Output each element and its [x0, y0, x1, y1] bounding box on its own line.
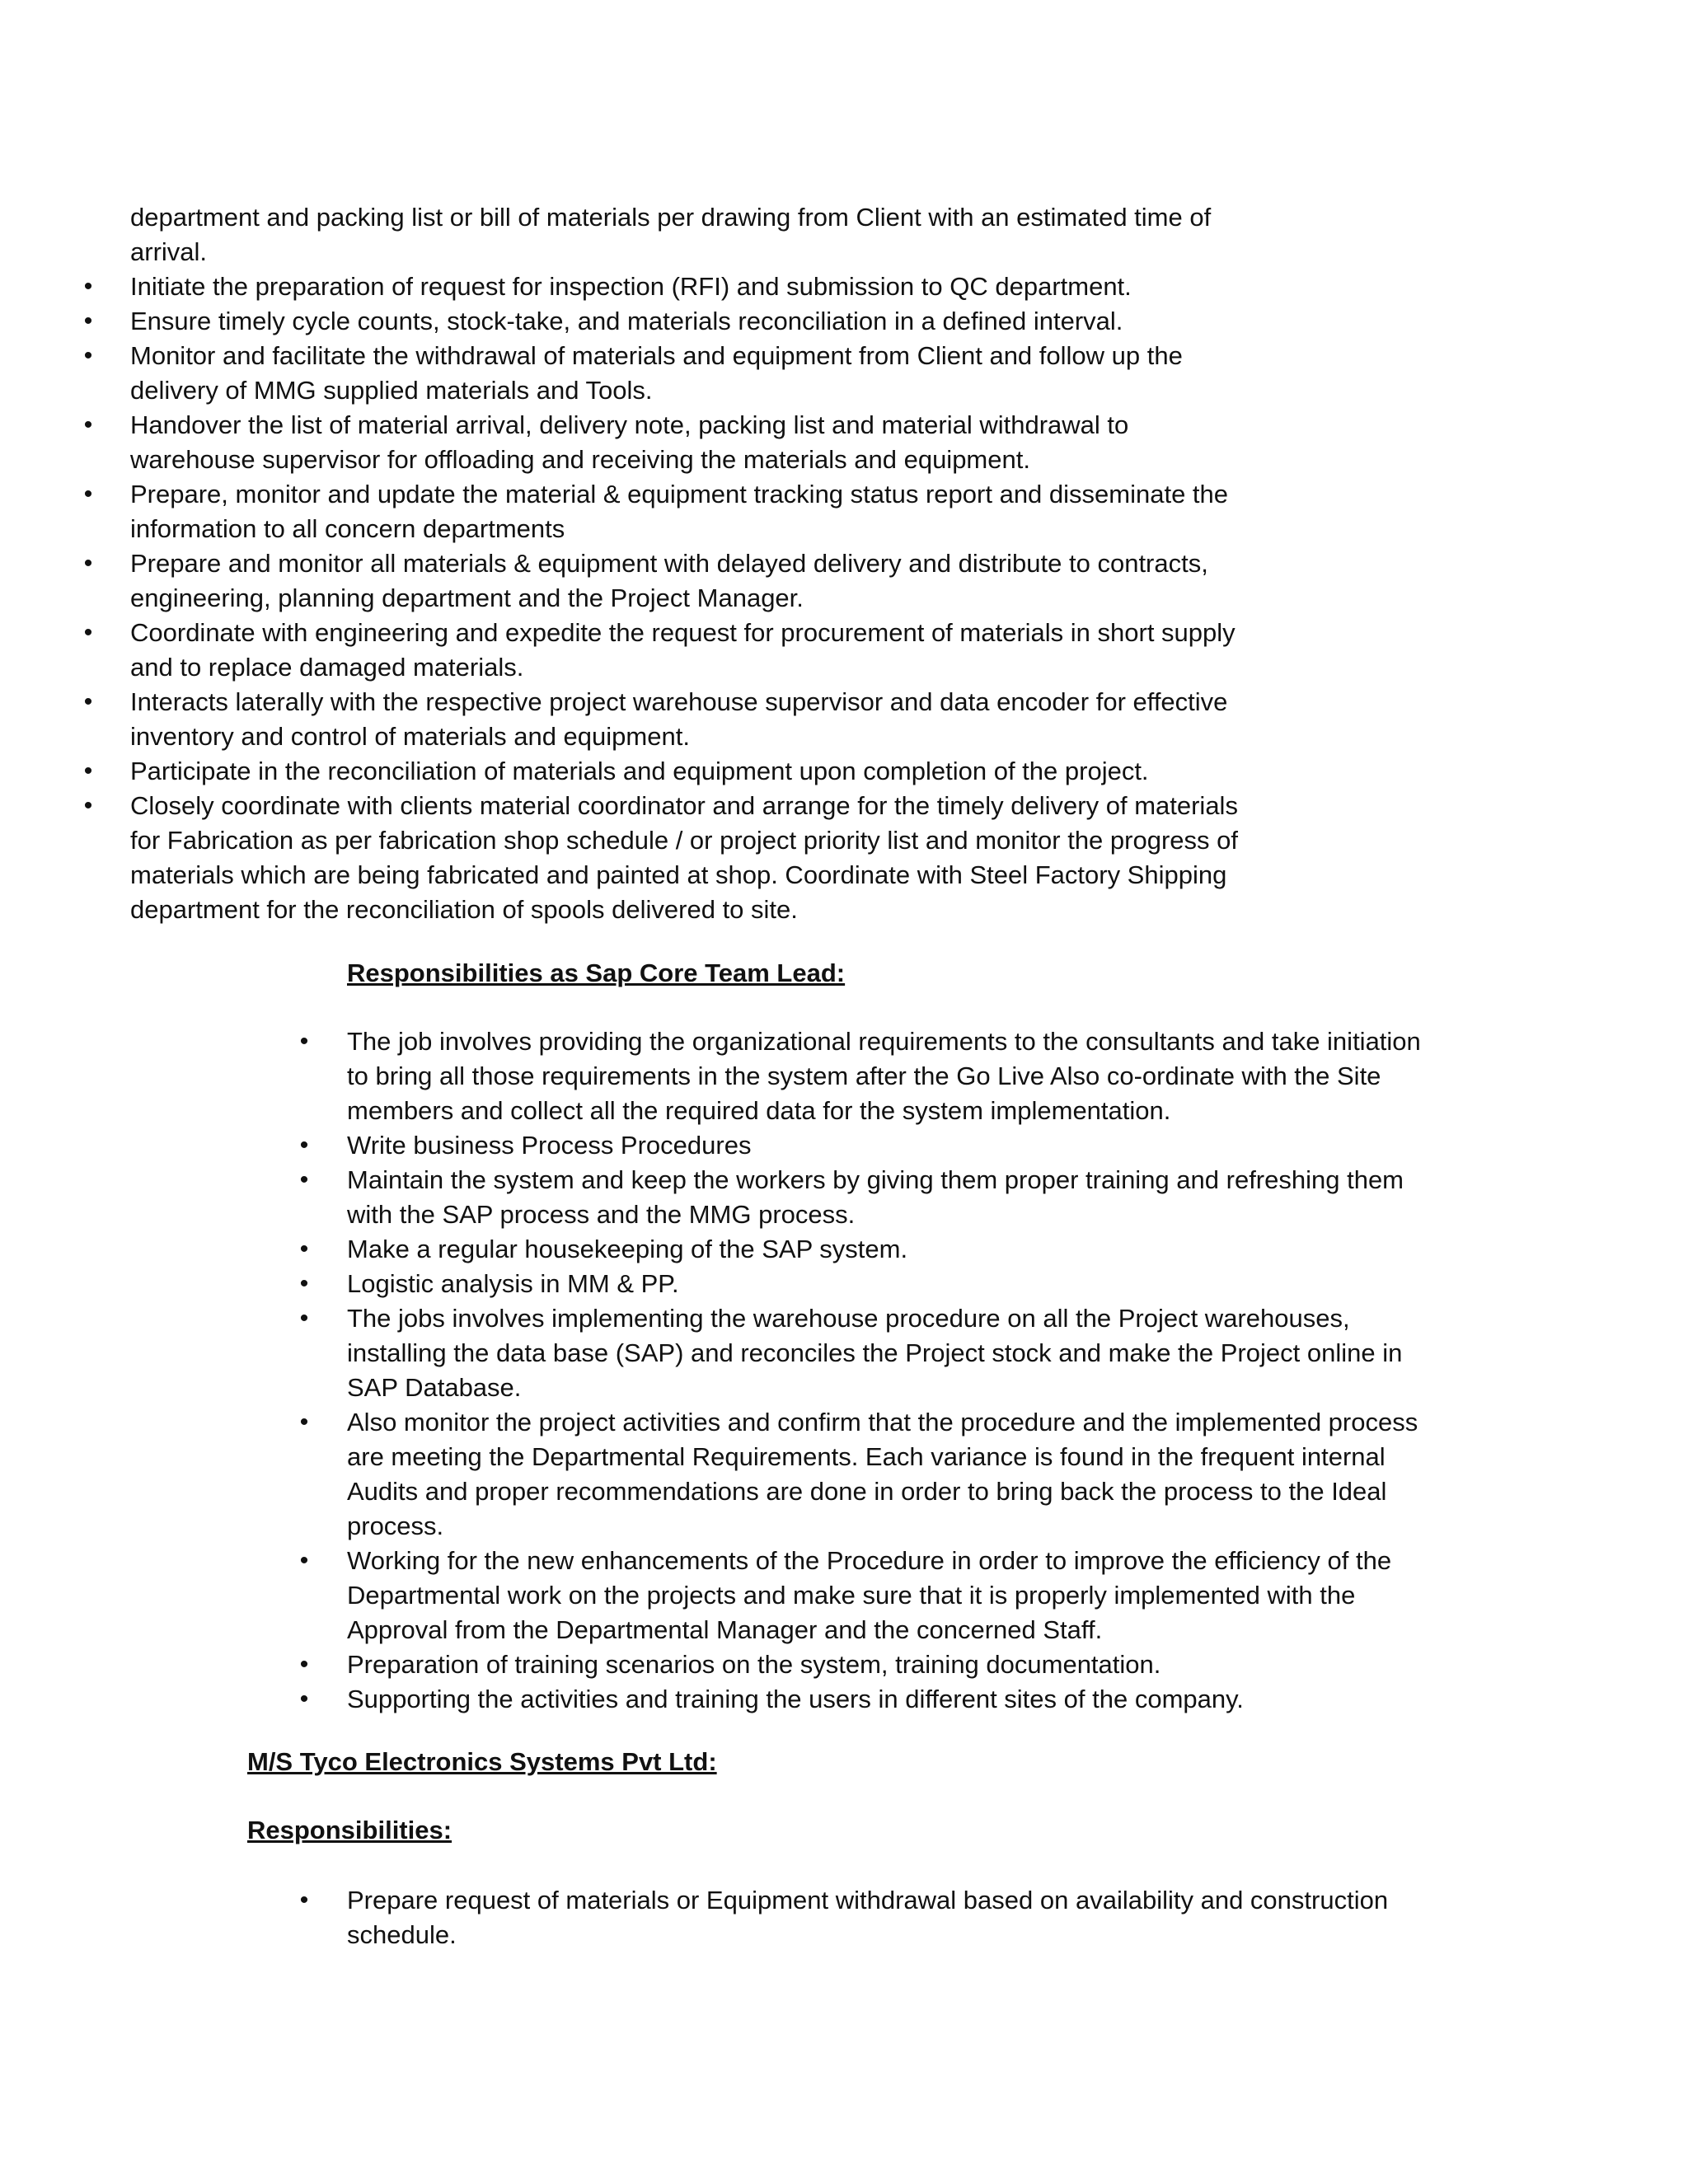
list-item	[0, 269, 1259, 304]
list-item	[0, 1682, 1442, 1717]
list-item-text: Closely coordinate with clients material coordinator and arrange for the timely delivery of materials for Fabrication as per fabrication shop schedule / or project priority list and monitor the progress of materials which are being fabricated and painted at shop. Coordinate with Steel Factory Shipping department for the reconciliation of spools delivered to site.	[130, 791, 1238, 924]
list-item	[0, 616, 1259, 685]
list-item-text: Ensure timely cycle counts, stock-take, and materials reconciliation in a defined interval.	[130, 307, 1123, 335]
list-item-text: Prepare, monitor and update the material & equipment tracking status report and disseminate the information to all concern departments	[130, 480, 1229, 543]
bullet-icon: •	[299, 1235, 309, 1263]
responsibilities-heading: Responsibilities:	[247, 1816, 452, 1844]
list-item	[0, 408, 1259, 477]
bullet-icon: •	[83, 342, 93, 369]
bullet-icon: •	[83, 550, 93, 577]
list-item-text: Prepare and monitor all materials & equipment with delayed delivery and distribute to contracts, engineering, planning department and the Project Manager.	[130, 549, 1208, 612]
bullet-icon: •	[83, 688, 93, 715]
list-item-text: Coordinate with engineering and expedite the request for procurement of materials in short supply and to replace damaged materials.	[130, 618, 1236, 682]
list-item-text: Also monitor the project activities and confirm that the procedure and the implemented process are meeting the Departmental Requirements. Each variance is found in the frequent internal Audits and proper recommendations are done in order to bring back the process to the Ideal process.	[347, 1408, 1418, 1540]
bullet-icon: •	[299, 1408, 309, 1436]
list-item	[0, 754, 1259, 789]
bullet-icon: •	[83, 273, 93, 300]
list-item-text: Working for the new enhancements of the Procedure in order to improve the efficiency of the Departmental work on the projects and make sure that it is properly implemented with the Approval from the Departmental Manager and the concerned Staff.	[347, 1546, 1392, 1644]
list-item	[0, 1024, 1442, 1128]
bullet-icon: •	[299, 1028, 309, 1055]
list-item	[0, 789, 1259, 927]
bullet-icon: •	[83, 757, 93, 785]
list-item	[0, 1267, 1442, 1301]
bullet-icon: •	[83, 619, 93, 646]
duties-list	[0, 269, 1259, 927]
list-item-text: Prepare request of materials or Equipment withdrawal based on availability and construction schedule.	[347, 1886, 1389, 1949]
bullet-icon: •	[299, 1166, 309, 1193]
list-item	[0, 1883, 1442, 1952]
bullet-icon: •	[83, 307, 93, 335]
list-item-text: The job involves providing the organizational requirements to the consultants and take initiation to bring all those requirements in the system after the Go Live Also co-ordinate with the Site members and collect all the required data for the system implementation.	[347, 1027, 1421, 1125]
list-item	[0, 477, 1259, 546]
list-item	[0, 1232, 1442, 1267]
list-item	[0, 1301, 1442, 1405]
sap-responsibilities-list	[0, 1024, 1442, 1717]
list-item	[0, 1163, 1442, 1232]
company-heading: M/S Tyco Electronics Systems Pvt Ltd:	[247, 1747, 717, 1776]
list-item-text: Write business Process Procedures	[347, 1131, 752, 1160]
list-item-text: Maintain the system and keep the workers by giving them proper training and refreshing them with the SAP process and the MMG process.	[347, 1165, 1404, 1229]
bullet-icon: •	[83, 411, 93, 438]
list-item	[0, 1544, 1442, 1647]
list-item-text: Make a regular housekeeping of the SAP system.	[347, 1235, 908, 1263]
list-item	[0, 339, 1259, 408]
sap-section-heading: Responsibilities as Sap Core Team Lead:	[347, 958, 846, 987]
list-item-text: Participate in the reconciliation of materials and equipment upon completion of the project.	[130, 757, 1149, 785]
bullet-icon: •	[299, 1305, 309, 1332]
bullet-icon: •	[83, 792, 93, 819]
list-item	[0, 304, 1259, 339]
continuation-text: department and packing list or bill of materials per drawing from Client with an estimated time of arrival.	[130, 203, 1212, 266]
list-item	[0, 1405, 1442, 1544]
bullet-icon: •	[299, 1886, 309, 1914]
list-item-text: Initiate the preparation of request for inspection (RFI) and submission to QC department.	[130, 272, 1132, 301]
list-item	[0, 1128, 1442, 1163]
bullet-icon: •	[299, 1685, 309, 1713]
bullet-icon: •	[299, 1547, 309, 1574]
list-item-text: The jobs involves implementing the warehouse procedure on all the Project warehouses, installing the data base (SAP) and reconciles the Project stock and make the Project online in SAP Database.	[347, 1304, 1403, 1402]
tyco-responsibilities-list	[0, 1883, 1442, 1952]
bullet-icon: •	[83, 480, 93, 508]
list-item-text: Handover the list of material arrival, delivery note, packing list and material withdrawal to warehouse supervisor for offloading and receiving the materials and equipment.	[130, 410, 1129, 474]
list-item-text: Preparation of training scenarios on the system, training documentation.	[347, 1650, 1161, 1679]
list-item	[0, 685, 1259, 754]
bullet-icon: •	[299, 1270, 309, 1297]
list-item-text: Interacts laterally with the respective project warehouse supervisor and data encoder for effective inventory and control of materials and equipment.	[130, 687, 1228, 751]
list-item	[0, 546, 1259, 616]
list-item-text: Supporting the activities and training the users in different sites of the company.	[347, 1685, 1244, 1713]
bullet-icon: •	[299, 1651, 309, 1678]
list-item	[0, 1647, 1442, 1682]
list-item-text: Logistic analysis in MM & PP.	[347, 1269, 679, 1298]
bullet-icon: •	[299, 1132, 309, 1159]
list-item-text: Monitor and facilitate the withdrawal of materials and equipment from Client and follow up the delivery of MMG supplied materials and Tools.	[130, 341, 1183, 405]
